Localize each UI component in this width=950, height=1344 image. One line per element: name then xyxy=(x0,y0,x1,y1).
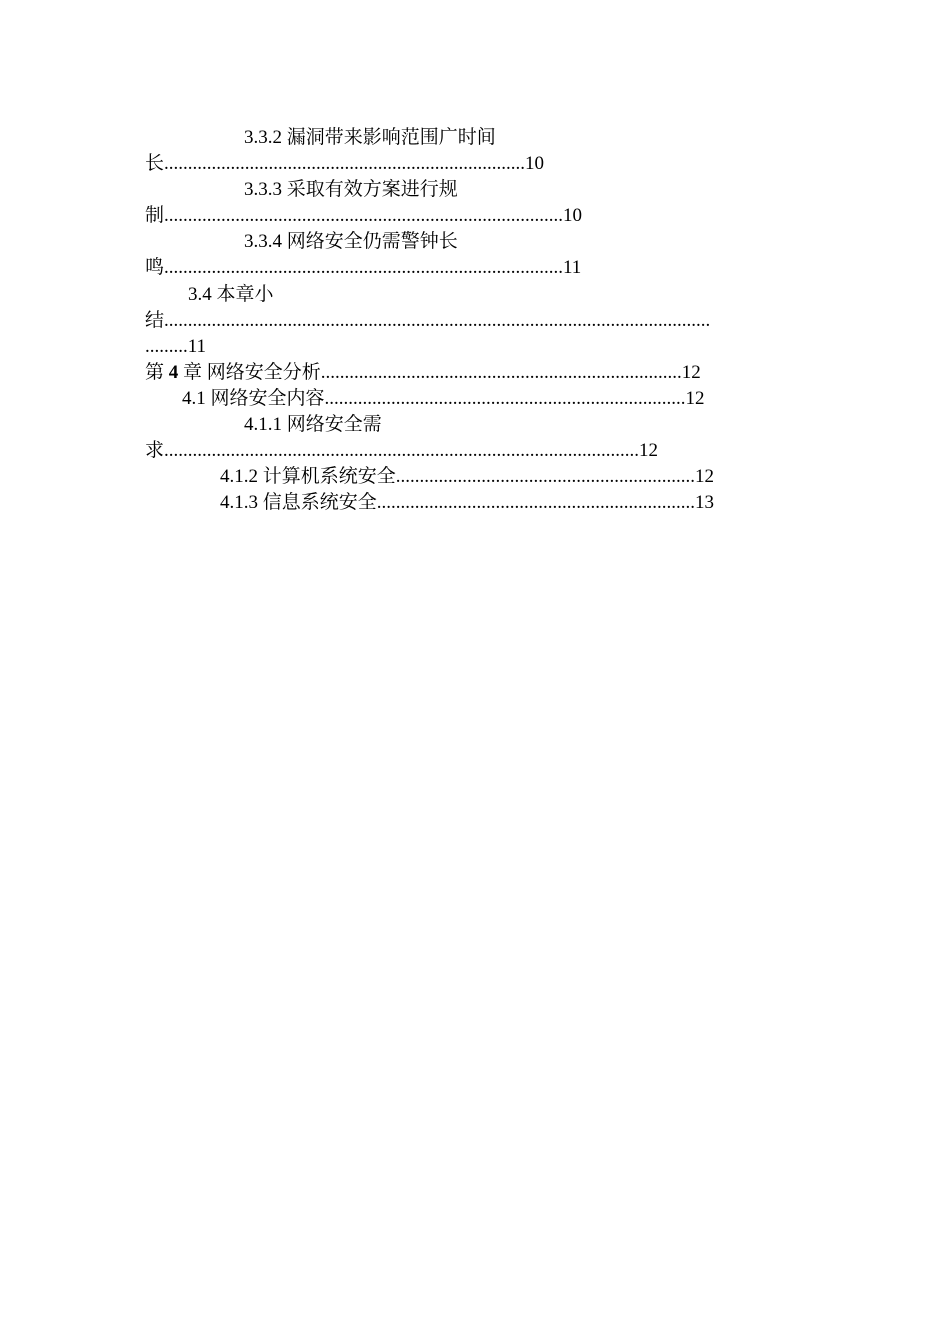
toc-entry-3-3-4-title: 3.3.4 网络安全仍需警钟长 xyxy=(244,231,458,252)
toc-entry-4-1-2: 4.1.2 计算机系统安全...............................................................12 xyxy=(220,466,715,487)
chapter-title: 章 网络安全分析............................................................................12 xyxy=(183,362,701,383)
toc-entry-4-1-3: 4.1.3 信息系统安全...................................................................13 xyxy=(220,492,715,513)
toc-entry-4-1: 4.1 网络安全内容............................................................................12 xyxy=(182,388,705,409)
toc-entry-3-4-title: 3.4 本章小 xyxy=(188,284,274,305)
toc-entry-3-3-2-title: 3.3.2 漏洞带来影响范围广时间 xyxy=(244,127,496,148)
toc-entry-3-3-4-continuation: 鸣....................................................................................11 xyxy=(145,257,582,278)
toc-entry-3-4-continuation: 结................................................................................................................... xyxy=(145,310,711,331)
toc-entry-4-1-1-continuation: 求....................................................................................................12 xyxy=(145,440,659,461)
toc-entry-3-4-page: .........11 xyxy=(145,336,207,357)
chapter-prefix: 第 xyxy=(145,362,165,383)
toc-entry-4-1-1-title: 4.1.1 网络安全需 xyxy=(244,414,382,435)
toc-entry-chapter-4 xyxy=(145,360,701,386)
chapter-number: 4 xyxy=(168,362,179,383)
toc-entry-3-3-3-continuation: 制....................................................................................10 xyxy=(145,205,583,226)
toc-entry-3-3-3-title: 3.3.3 采取有效方案进行规 xyxy=(244,179,458,200)
toc-entry-3-3-2-continuation: 长............................................................................10 xyxy=(145,153,545,174)
